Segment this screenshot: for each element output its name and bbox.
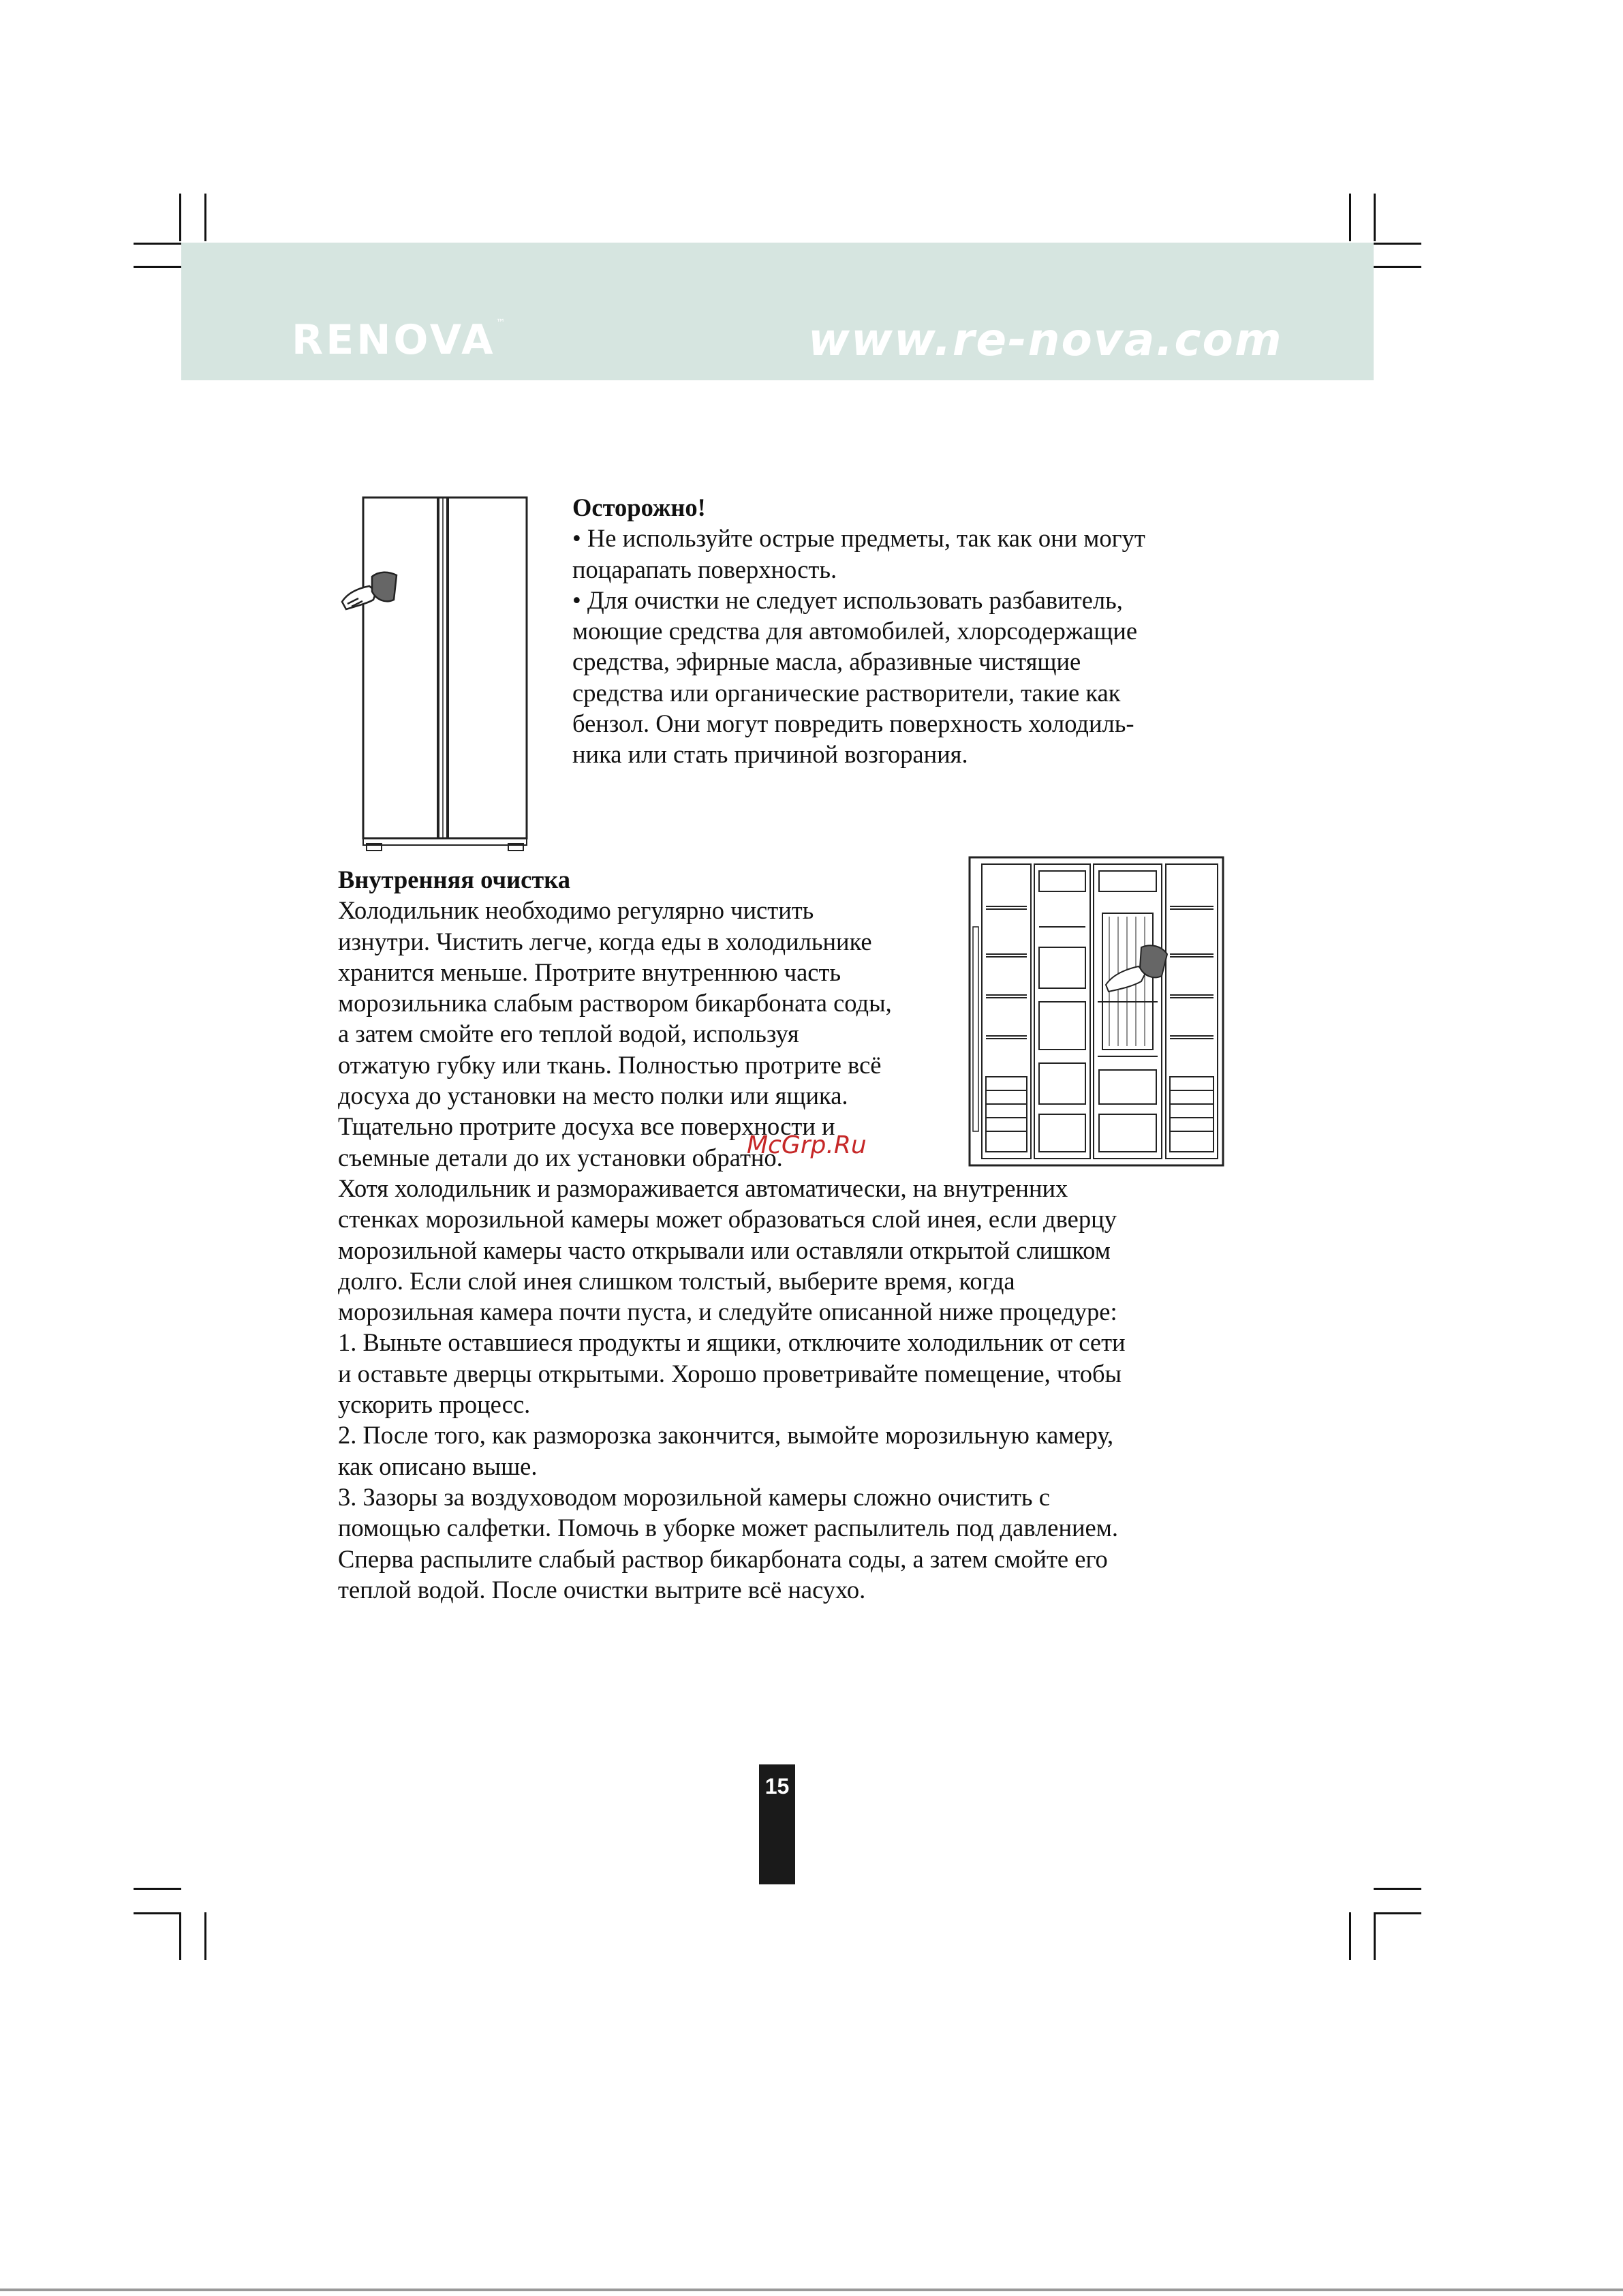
caution-section — [572, 492, 1145, 770]
body-line: ускорить процесс. — [338, 1390, 531, 1419]
body-line: морозильной камеры часто открывали или оставляли открытой слишком — [338, 1236, 1111, 1264]
caution-line: средства или органические растворители, такие как — [572, 678, 1121, 707]
crop-mark — [134, 266, 181, 268]
body-line: изнутри. Чистить легче, когда еды в холодильнике — [338, 927, 872, 955]
crop-mark — [1374, 194, 1376, 241]
crop-mark — [1374, 266, 1421, 268]
crop-mark — [1349, 194, 1351, 241]
body-line: досуха до установки на место полки или ящика. — [338, 1082, 848, 1110]
body-line: стенках морозильной камеры может образоваться слой инея, если дверцу — [338, 1205, 1117, 1234]
caution-line: • Не используйте острые предметы, так как они могут — [572, 524, 1145, 553]
caution-title: Осторожно! — [572, 493, 706, 521]
caution-line: моющие средства для автомобилей, хлорсодержащие — [572, 617, 1138, 645]
body-line: отжатую губку или ткань. Полностью протрите всё — [338, 1050, 882, 1079]
crop-mark — [1374, 243, 1421, 245]
header-band — [181, 243, 1374, 380]
crop-mark — [1374, 1912, 1421, 1914]
body-line: съемные детали до их установки обратно. — [338, 1143, 783, 1172]
crop-mark — [1374, 1912, 1376, 1960]
body-line: и оставьте дверцы открытыми. Хорошо проветривайте помещение, чтобы — [338, 1359, 1122, 1388]
inner-cleaning-section — [338, 864, 1126, 1605]
body-line: Хотя холодильник и размораживается автоматически, на внутренних — [338, 1174, 1068, 1202]
crop-mark — [179, 1912, 181, 1960]
body-line: Тщательно протрите досуха все поверхности и — [338, 1112, 835, 1141]
body-line: морозильника слабым раствором бикарбоната соды, — [338, 989, 892, 1017]
body-line: морозильная камера почти пуста, и следуйте описанной ниже процедуре: — [338, 1298, 1117, 1326]
body-line: помощью салфетки. Помочь в уборке может распылитель под давлением. — [338, 1514, 1118, 1542]
caution-line: • Для очистки не следует использовать разбавитель, — [572, 585, 1123, 614]
crop-mark — [134, 243, 181, 245]
body-line: Холодильник необходимо регулярно чистить — [338, 896, 814, 925]
crop-mark — [134, 1912, 181, 1914]
body-line: хранится меньше. Протрите внутреннюю часть — [338, 958, 841, 986]
caution-line: средства, эфирные масла, абразивные чистящие — [572, 647, 1081, 676]
crop-mark — [134, 1888, 181, 1890]
body-line: как описано выше. — [338, 1452, 538, 1480]
brand-logo: RENOVA™ — [292, 316, 506, 364]
caution-line: бензол. Они могут повредить поверхность холодиль- — [572, 709, 1134, 738]
website-url: www.re-nova.com — [808, 313, 1283, 366]
caution-line: поцарапать поверхность. — [572, 555, 837, 583]
page-number: 15 — [759, 1764, 795, 1884]
inner-cleaning-title: Внутренняя очистка — [338, 866, 570, 893]
crop-mark — [1374, 1888, 1421, 1890]
body-line: 1. Выньте оставшиеся продукты и ящики, отключите холодильник от сети — [338, 1328, 1126, 1357]
crop-mark — [1349, 1912, 1351, 1960]
body-line: долго. Если слой инея слишком толстый, выберите время, когда — [338, 1266, 1015, 1295]
crop-mark — [179, 194, 181, 241]
page-bottom-rule — [0, 2289, 1623, 2291]
body-line: 2. После того, как разморозка закончится, вымойте морозильную камеру, — [338, 1421, 1114, 1450]
body-line: теплой водой. После очистки вытрите всё насухо. — [338, 1575, 866, 1604]
crop-mark — [204, 1912, 206, 1960]
crop-mark — [204, 194, 206, 241]
watermark: McGrp.Ru — [747, 1131, 867, 1159]
caution-line: ника или стать причиной возгорания. — [572, 740, 968, 769]
body-line: а затем смойте его теплой водой, используя — [338, 1020, 799, 1048]
body-line: 3. Зазоры за воздуховодом морозильной камеры сложно очистить с — [338, 1482, 1050, 1511]
fridge-closed-wiping-illustration — [334, 489, 538, 853]
body-line: Сперва распылите слабый раствор бикарбоната соды, а затем смойте его — [338, 1544, 1108, 1573]
